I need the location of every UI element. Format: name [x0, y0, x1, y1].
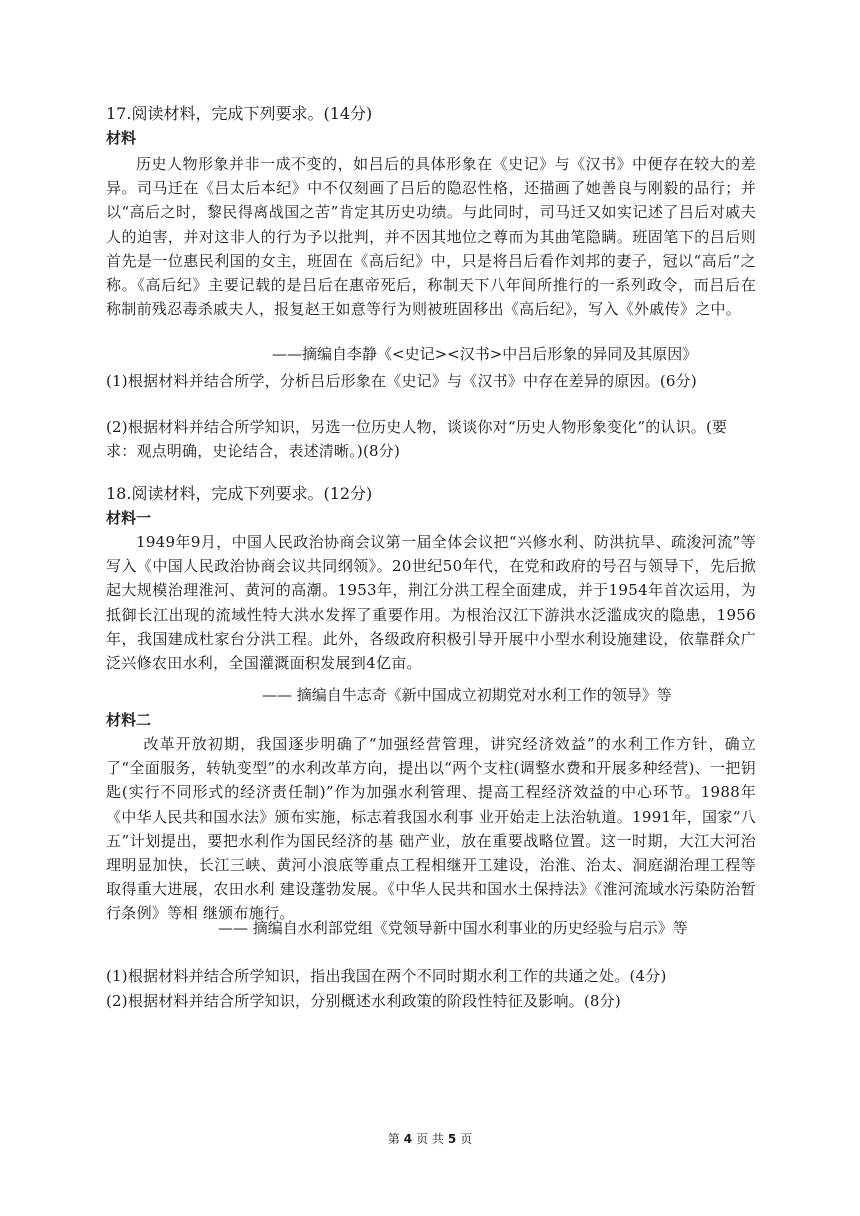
footer-suffix: 页 — [460, 1132, 473, 1146]
question-17-task-1: (1)根据材料并结合所学，分析吕后形象在《史记》与《汉书》中存在差异的原因。(6分) — [106, 372, 697, 390]
question-18-title: 18.阅读材料，完成下列要求。(12分) — [106, 484, 373, 503]
question-18-material-1-label: 材料一 — [106, 509, 152, 527]
question-17-title: 17.阅读材料，完成下列要求。(14分) — [106, 104, 373, 123]
question-18-material-2-source: —— 摘编自水利部党组《党领导新中国水利事业的历史经验与启示》等 — [218, 919, 688, 937]
question-18-material-2-label: 材料二 — [106, 711, 152, 729]
question-18-material-1-text: 1949年9月，中国人民政治协商会议第一届全体会议把“兴修水利、防洪抗旱、疏浚河流”等写入《中国人民政治协商会议共同纲领》。20世纪50年代，在党和政府的号召与领导下，先后掀起大规模治理淮河、黄河的高潮。1953年，荆江分洪工程全面建成，并于1954年首次运用，为抵御长江出现的流域性特大洪水发挥了重要作用。为根治汉江下游洪水泛滥成灾的隐患，1956年，我国建成杜家台分洪工程。此外，各级政府积极引导开展中小型水利设施建设，依靠群众广泛兴修农田水利，全国灌溉面积发展到4亿亩。 — [106, 533, 756, 673]
footer-total-pages: 5 — [447, 1132, 457, 1146]
question-17-material-label: 材料 — [106, 129, 137, 147]
question-18-material-2-text: 改革开放初期，我国逐步明确了“加强经营管理，讲究经济效益”的水利工作方针，确立了“全面服务，转轨变型”的水利改革方向，提出以“两个支柱(调整水费和开展多种经营)、一把钥匙(实行不同形式的经济责任制)”作为加强水利管理、提高工程经济效益的中心环节。1988年《中华人民共和国水法》颁布实施，标志着我国水利事 业开始走上法治轨道。1991年，国家“八五”计划提出，要把水利作为国民经济的基 础产业，放在重要战略位置。这一时期，大江大河治理明显加快，长江三峡、黄河小浪底等重点工程相继开工建设，治淮、治太、洞庭湖治理工程等取得重大进展，农田水利 建设蓬勃发展。《中华人民共和国水土保持法》《淮河流域水污染防治暂行条例》等相 继颁布施行。 — [106, 735, 756, 923]
question-18-material-1-source: —— 摘编自牛志奇《新中国成立初期党对水利工作的领导》等 — [262, 686, 672, 704]
question-18-task-2: (2)根据材料并结合所学知识，分别概述水利政策的阶段性特征及影响。(8分) — [106, 992, 621, 1010]
footer-page-number: 4 — [403, 1132, 413, 1146]
question-17-material-text: 历史人物形象并非一成不变的，如吕后的具体形象在《史记》与《汉书》中便存在较大的差异。司马迁在《吕太后本纪》中不仅刻画了吕后的隐忍性格，还描画了她善良与刚毅的品行；并以“高后之时，黎民得离战国之苦”肯定其历史功绩。与此同时，司马迁又如实记述了吕后对戚夫人的迫害，并对这非人的行为予以批判，并不因其地位之尊而为其曲笔隐瞒。班固笔下的吕后则首先是一位惠民利国的女主，班固在《高后纪》中，只是将吕后看作刘邦的妻子，冠以“高后”之称。《高后纪》主要记载的是吕后在惠帝死后，称制天下八年间所推行的一系列政令，而吕后在称制前残忍毒杀戚夫人，报复赵王如意等行为则被班固移出《高后纪》，写入《外戚传》之中。 — [106, 155, 756, 319]
footer-middle: 页 共 — [416, 1132, 444, 1146]
page-footer — [0, 1131, 860, 1147]
question-17-source: ——摘编自李静《<史记><汉书>中吕后形象的异同及其原因》 — [272, 345, 698, 363]
footer-prefix: 第 — [387, 1132, 400, 1146]
question-17-task-2: (2)根据材料并结合所学知识，另选一位历史人物，谈谈你对“历史人物形象变化”的认识。(要求：观点明确，史论结合，表述清晰。)(8分) — [106, 418, 728, 460]
question-18-task-1: (1)根据材料并结合所学知识，指出我国在两个不同时期水利工作的共通之处。(4分) — [106, 967, 667, 985]
